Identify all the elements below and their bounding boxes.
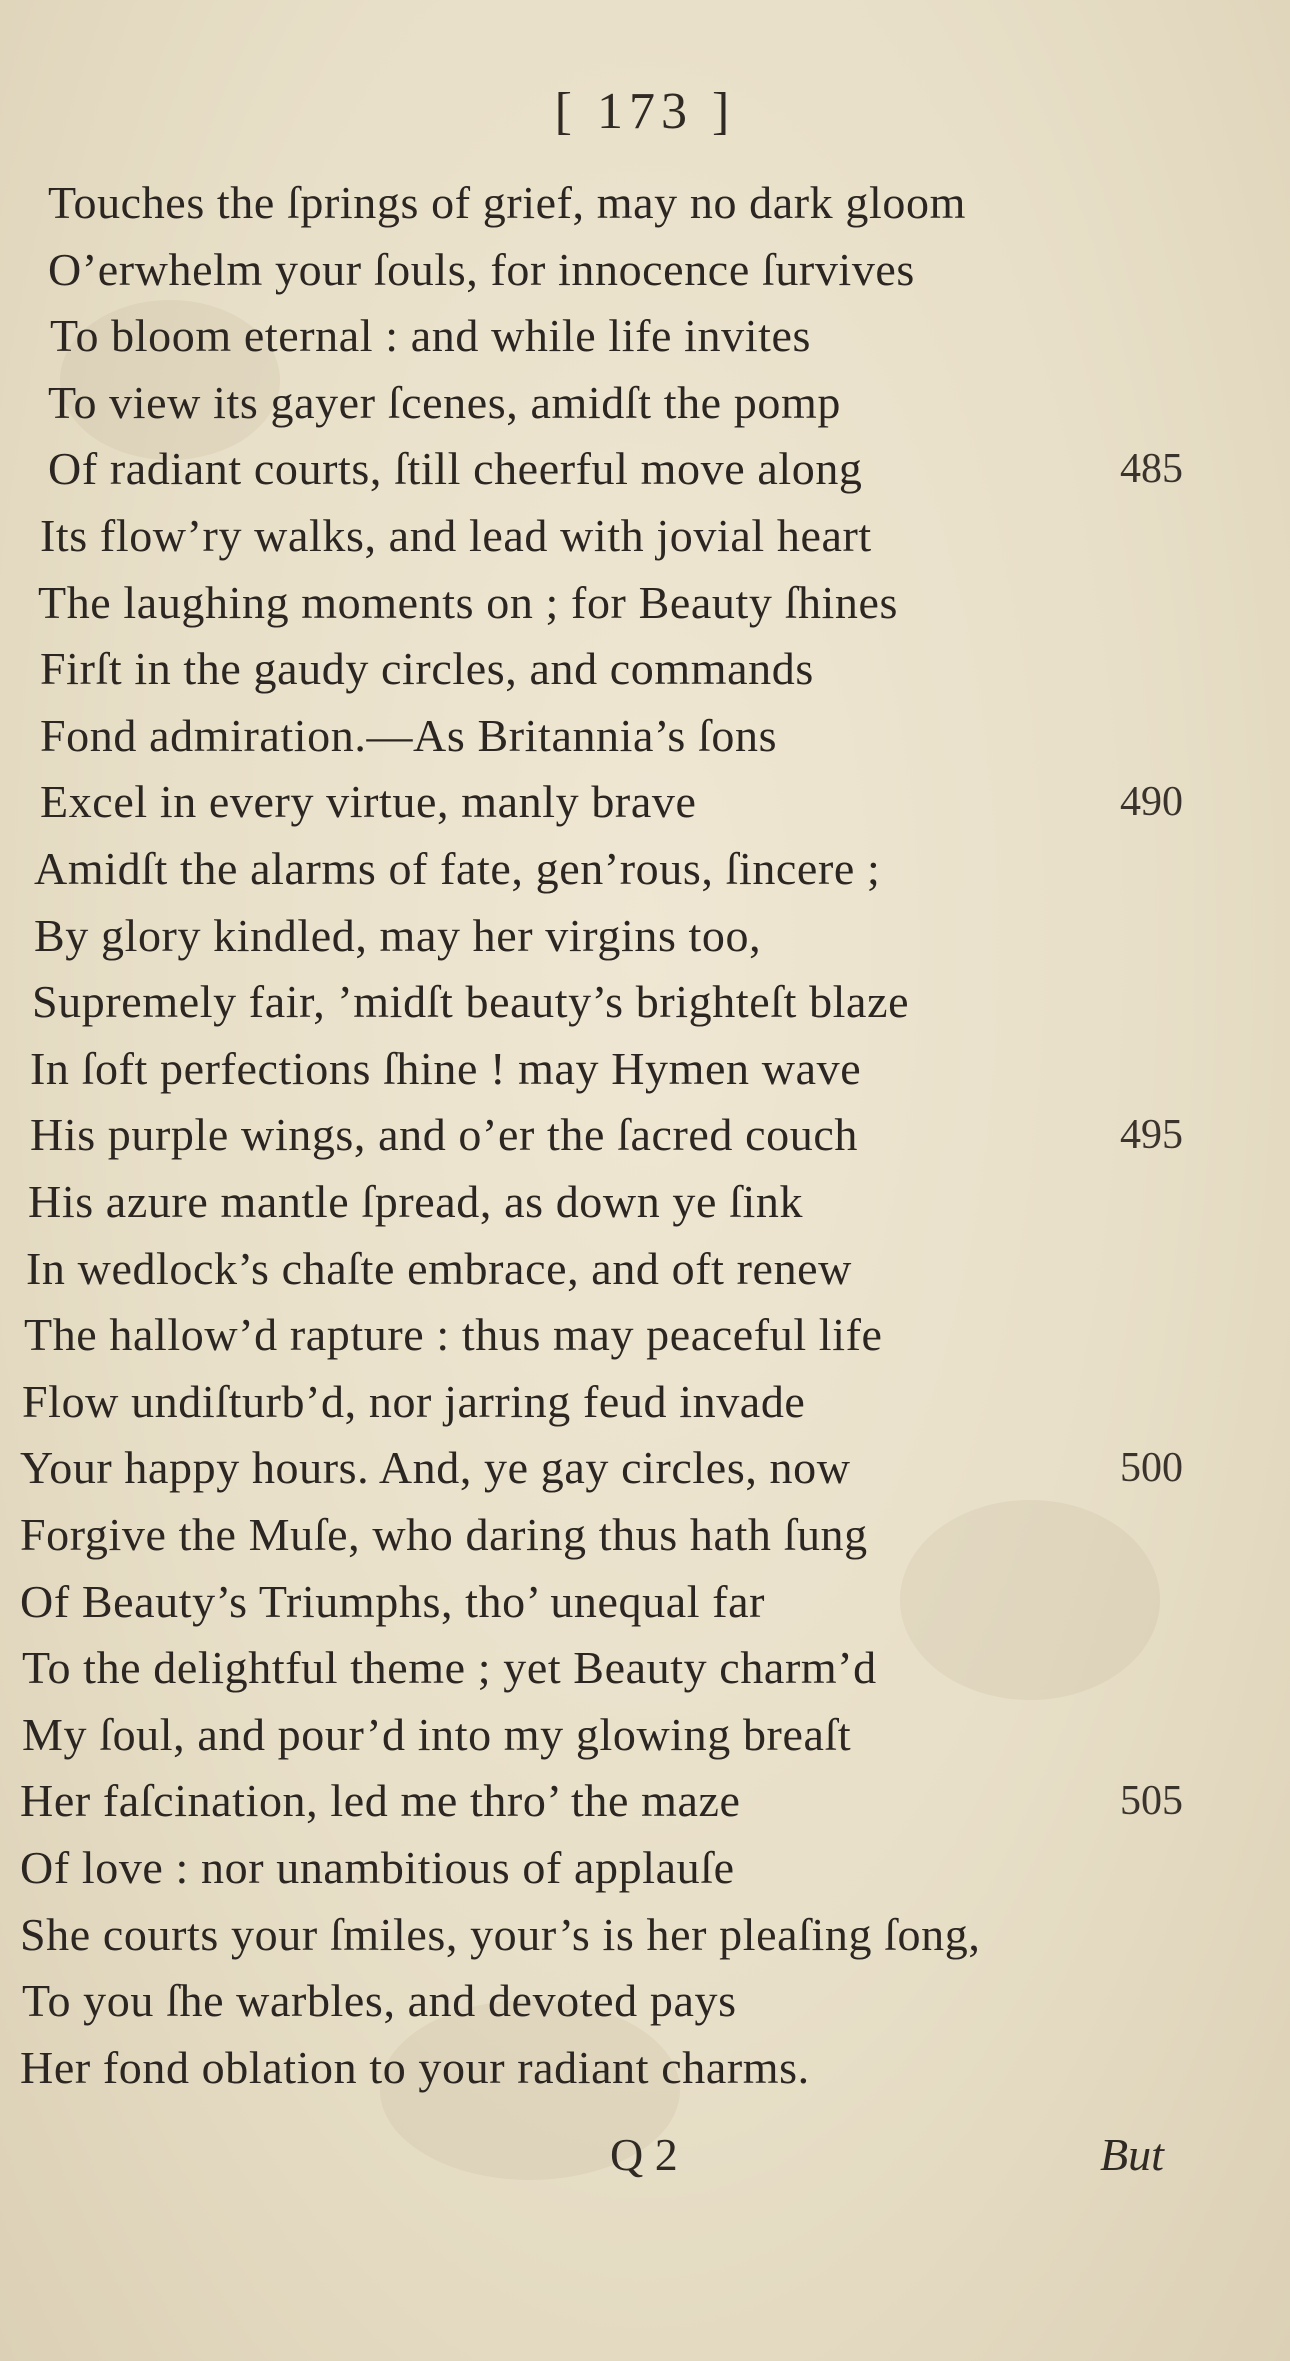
verse-line — [20, 1768, 1260, 1834]
verse-line — [20, 1502, 1260, 1568]
verse-line — [34, 903, 1274, 969]
verse-line — [40, 769, 1280, 835]
verse-line — [26, 1236, 1266, 1302]
verse-line — [22, 1702, 1262, 1768]
verse-line-text: Firſt in the gaudy circles, and commands — [40, 643, 814, 694]
signature-mark: Q 2 — [610, 2129, 678, 2180]
line-number: 500 — [1120, 1445, 1183, 1491]
verse-line — [40, 636, 1280, 702]
verse-line-text: O’erwhelm your ſouls, for innocence ſurvives — [48, 244, 915, 295]
verse-line-text: She courts your ſmiles, your’s is her pleaſing ſong, — [20, 1909, 981, 1960]
verse-line — [40, 503, 1280, 569]
verse-line-text: Of radiant courts, ſtill cheerful move along — [48, 443, 863, 494]
line-number: 505 — [1120, 1778, 1183, 1824]
verse-line-text: To the delightful theme ; yet Beauty charm’d — [22, 1642, 877, 1693]
verse-line-text: The hallow’d rapture : thus may peaceful life — [24, 1309, 883, 1360]
verse-line — [20, 1835, 1260, 1901]
verse-line — [24, 1302, 1264, 1368]
page-number-header: [ 173 ] — [554, 83, 736, 140]
verse-line — [38, 570, 1278, 636]
poem-text-block — [0, 170, 1290, 2110]
verse-line — [32, 969, 1272, 1035]
verse-line-text: To bloom eternal : and while life invites — [50, 310, 812, 361]
line-number: 485 — [1120, 446, 1183, 492]
verse-line-text: Your happy hours. And, ye gay circles, now — [20, 1442, 851, 1493]
catchword: But — [1100, 2129, 1164, 2180]
verse-line-text: Her fond oblation to your radiant charms. — [20, 2042, 810, 2093]
verse-line — [20, 2035, 1260, 2101]
verse-line — [20, 1569, 1260, 1635]
verse-line-text: Her faſcination, led me thro’ the maze — [20, 1775, 741, 1826]
line-number: 495 — [1120, 1112, 1183, 1158]
verse-line-text: Touches the ſprings of grief, may no dark gloom — [48, 177, 966, 228]
verse-line — [20, 1902, 1260, 1968]
verse-line — [40, 703, 1280, 769]
verse-line — [20, 1435, 1260, 1501]
verse-line-text: In ſoft perfections ſhine ! may Hymen wave — [30, 1043, 862, 1094]
verse-line — [22, 1369, 1262, 1435]
verse-line-text: In wedlock’s chaſte embrace, and oft renew — [26, 1243, 852, 1294]
verse-line-text: The laughing moments on ; for Beauty ſhines — [38, 577, 899, 628]
verse-line — [48, 237, 1288, 303]
verse-line-text: His purple wings, and o’er the ſacred couch — [30, 1109, 858, 1160]
verse-line-text: Amidſt the alarms of fate, gen’rous, ſincere ; — [34, 843, 881, 894]
verse-line — [34, 836, 1274, 902]
verse-line-text: His azure mantle ſpread, as down ye ſink — [28, 1176, 804, 1227]
verse-line-text: Of Beauty’s Triumphs, tho’ unequal far — [20, 1576, 766, 1627]
verse-line-text: Fond admiration.—As Britannia’s ſons — [40, 710, 778, 761]
verse-line — [22, 1968, 1262, 2034]
line-number: 490 — [1120, 779, 1183, 825]
verse-line-text: Forgive the Muſe, who daring thus hath ſung — [20, 1509, 868, 1560]
verse-line — [48, 436, 1288, 502]
verse-line-text: My ſoul, and pour’d into my glowing breaſt — [22, 1709, 852, 1760]
verse-line-text: Excel in every virtue, manly brave — [40, 776, 697, 827]
verse-line — [50, 303, 1290, 369]
verse-line — [48, 370, 1288, 436]
verse-line — [30, 1036, 1270, 1102]
verse-line-text: Flow undiſturb’d, nor jarring feud invade — [22, 1376, 806, 1427]
verse-line-text: Of love : nor unambitious of applauſe — [20, 1842, 735, 1893]
verse-line-text: By glory kindled, may her virgins too, — [34, 910, 762, 961]
verse-line-text: To you ſhe warbles, and devoted pays — [22, 1975, 737, 2026]
verse-line-text: Supremely fair, ’midſt beauty’s brighteſt blaze — [32, 976, 910, 1027]
verse-line-text: To view its gayer ſcenes, amidſt the pomp — [48, 377, 841, 428]
verse-line — [28, 1169, 1268, 1235]
verse-line — [48, 170, 1288, 236]
verse-line — [30, 1102, 1270, 1168]
verse-line-text: Its flow’ry walks, and lead with jovial heart — [40, 510, 872, 561]
verse-line — [22, 1635, 1262, 1701]
